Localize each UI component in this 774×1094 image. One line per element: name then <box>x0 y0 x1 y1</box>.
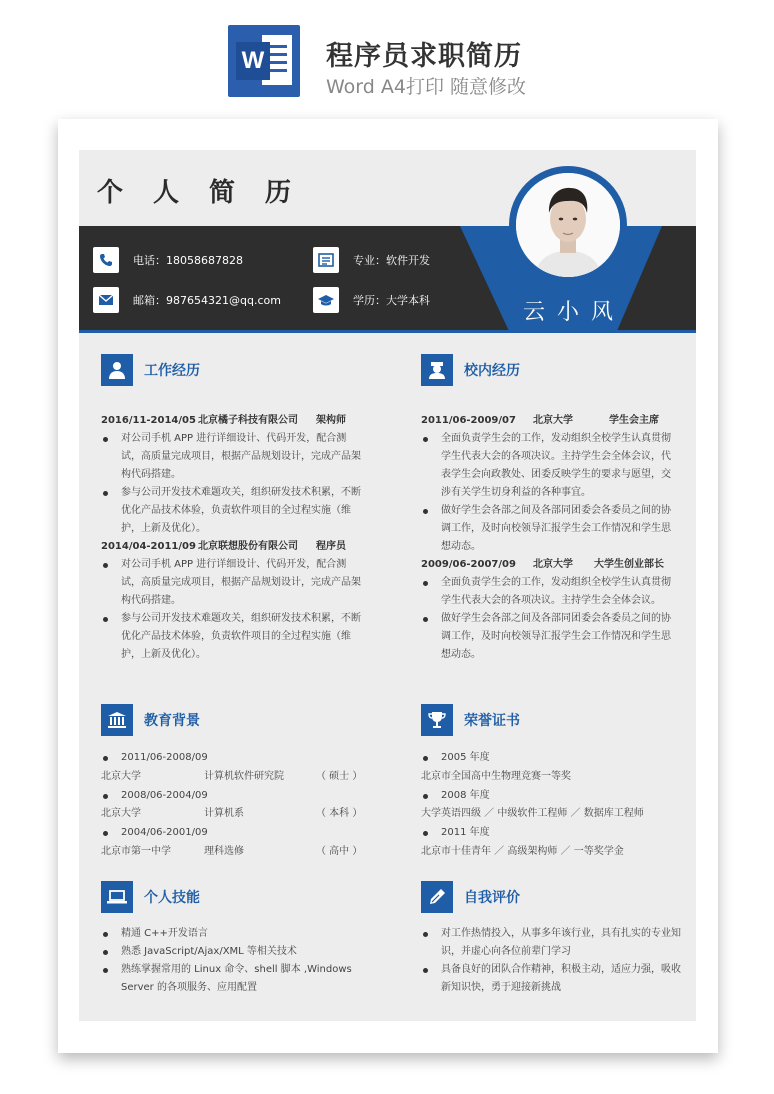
section-honors-title: 荣誉证书 <box>464 713 520 729</box>
banner-title: 程序员求职简历 <box>326 41 522 72</box>
section-skills-title: 个人技能 <box>144 890 200 906</box>
header-divider <box>79 330 696 333</box>
edu-row: 北京大学 计算机软件研究院 （ 硕士 ） <box>101 770 363 782</box>
work-job-2-heading: 2014/04-2011/09 北京联想股份有限公司 程序员 <box>101 541 346 552</box>
phone-row <box>93 247 243 273</box>
edu-period: 2008/06-2004/09 <box>101 787 381 806</box>
document-icon <box>313 247 339 273</box>
degree-text: 学历：大学本科 <box>353 294 430 307</box>
student-icon <box>421 354 453 386</box>
laptop-icon <box>101 881 133 913</box>
honor-detail: 北京市十佳青年 ／ 高级架构师 ／ 一等奖学金 <box>421 845 624 857</box>
graduation-cap-icon <box>313 287 339 313</box>
section-self-eval-title: 自我评价 <box>464 890 520 906</box>
section-campus-header <box>421 354 520 386</box>
institution-icon <box>101 704 133 736</box>
honor-year: 2008 年度 <box>421 787 691 806</box>
honor-detail: 大学英语四级 ／ 中级软件工程师 ／ 数据库工程师 <box>421 808 644 820</box>
resume-sheet <box>79 150 696 1021</box>
list-item: 对公司手机 APP 进行详细设计、代码开发，配合测试，高质量完成项目，根据产品规划设计，完成产品架构代码搭建。 <box>101 556 361 610</box>
list-item: 参与公司开发技术难题攻关，组织研发技术积累，不断优化产品技术体验，负责软件项目的全过程实施（维护，上新及优化）。 <box>101 484 361 538</box>
list-item: 熟练掌握常用的 Linux 命令、shell 脚本 ,Windows Server 的各项服务、应用配置 <box>101 961 369 997</box>
list-item: 对公司手机 APP 进行详细设计、代码开发，配合测试，高质量完成项目，根据产品规划设计，完成产品架构代码搭建。 <box>101 430 361 484</box>
campus-job-1-heading: 2011/06-2009/07 北京大学 学生会主席 <box>421 415 659 426</box>
honors-list <box>421 749 691 862</box>
email-icon <box>93 287 119 313</box>
section-education-header <box>101 704 200 736</box>
email-text: 邮箱：987654321@qq.com <box>133 294 281 307</box>
work-job-1-heading: 2016/11-2014/05 北京橘子科技有限公司 架构师 <box>101 415 346 426</box>
edu-period: 2011/06-2008/09 <box>101 749 381 768</box>
section-work-title: 工作经历 <box>144 363 200 379</box>
candidate-name: 云小风 <box>522 300 625 325</box>
list-item: 精通 C++开发语言 <box>101 925 369 943</box>
list-item: 具备良好的团队合作精神，积极主动，适应力强，吸收新知识快，勇于迎接新挑战 <box>421 961 687 997</box>
list-item: 全面负责学生会的工作，发动组织全校学生认真贯彻学生代表大会的各项决议。主持学生会全体会议，代表学生会向政教处、团委反映学生的要求与愿望，交涉有关学生切身利益的各种事宜。 <box>421 430 679 502</box>
education-list <box>101 749 381 862</box>
honor-year: 2011 年度 <box>421 824 691 843</box>
edu-row: 北京大学 计算机系 （ 本科 ） <box>101 808 363 820</box>
work-list <box>101 412 361 664</box>
major-row <box>313 247 430 273</box>
list-item: 全面负责学生会的工作，发动组织全校学生认真贯彻学生代表大会的各项决议。主持学生会全体会议。 <box>421 574 679 610</box>
resume-paper <box>58 119 718 1053</box>
phone-text: 电话：18058687828 <box>133 254 243 267</box>
phone-icon <box>93 247 119 273</box>
profile-photo-frame <box>509 166 627 284</box>
banner <box>0 0 774 118</box>
banner-subtitle: Word A4打印 随意修改 <box>326 76 527 98</box>
person-icon <box>101 354 133 386</box>
email-row <box>93 287 281 313</box>
cv-title: 个人简历 <box>97 178 322 208</box>
major-text: 专业：软件开发 <box>353 254 430 267</box>
list-item: 对工作热情投入，从事多年该行业，具有扎实的专业知识，并虚心向各位前辈门学习 <box>421 925 687 961</box>
edu-row: 北京市第一中学 理科选修 （ 高中 ） <box>101 845 363 857</box>
section-education-title: 教育背景 <box>144 713 200 729</box>
list-item: 熟悉 JavaScript/Ajax/XML 等相关技术 <box>101 943 369 961</box>
trophy-icon <box>421 704 453 736</box>
list-item: 参与公司开发技术难题攻关，组织研发技术积累，不断优化产品技术体验，负责软件项目的全过程实施（维护，上新及优化）。 <box>101 610 361 664</box>
self-eval-list <box>421 925 687 997</box>
campus-job-2-heading: 2009/06-2007/09 北京大学 大学生创业部长 <box>421 559 664 570</box>
word-document-icon <box>228 25 300 97</box>
honor-year: 2005 年度 <box>421 749 691 768</box>
section-campus-title: 校内经历 <box>464 363 520 379</box>
section-honors-header <box>421 704 520 736</box>
list-item: 做好学生会各部之间及各部同团委会各委员之间的协调工作，及时向校领导汇报学生会工作情况和学生思想动态。 <box>421 610 679 664</box>
section-skills-header <box>101 881 200 913</box>
list-item: 做好学生会各部之间及各部同团委会各委员之间的协调工作，及时向校领导汇报学生会工作情况和学生思想动态。 <box>421 502 679 556</box>
word-letter: W <box>236 42 270 80</box>
degree-row <box>313 287 430 313</box>
avatar <box>516 173 620 277</box>
section-work-header <box>101 354 200 386</box>
honor-detail: 北京市全国高中生物理竞赛一等奖 <box>421 770 571 782</box>
campus-list <box>421 412 679 664</box>
section-self-eval-header <box>421 881 520 913</box>
pen-icon <box>421 881 453 913</box>
edu-period: 2004/06-2001/09 <box>101 824 381 843</box>
skills-list <box>101 925 369 997</box>
